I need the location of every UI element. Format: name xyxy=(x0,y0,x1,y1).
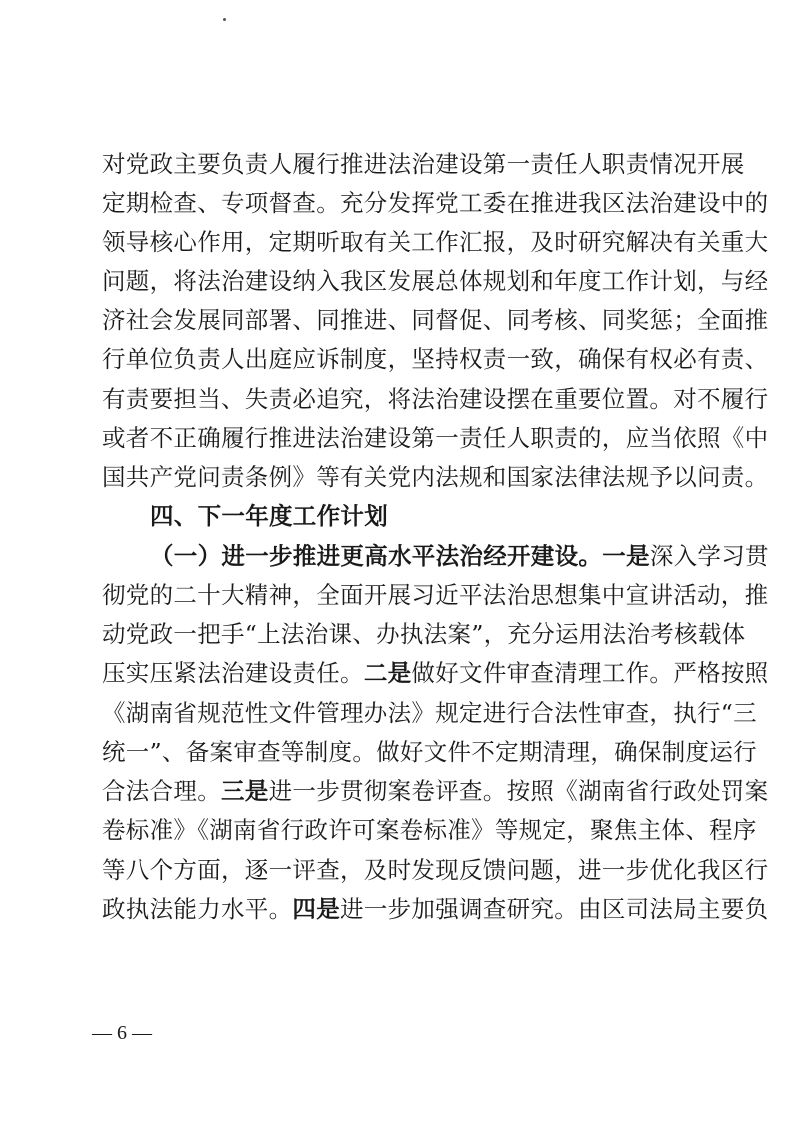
text-line: 《湖南省规范性文件管理办法》规定进行合法性审查，执行“三 xyxy=(102,699,757,727)
text-line: 动党政一把手“上法治课、办执法案”，充分运用法治考核载体 xyxy=(102,620,746,648)
text-line: 有责要担当、失责必追究，将法治建设摆在重要位置。对不履行 xyxy=(102,385,769,413)
text-line: 行单位负责人出庭应诉制度，坚持权责一致，确保有权必有责、 xyxy=(102,345,769,373)
text-line: 彻党的二十大精神，全面开展习近平法治思想集中宣讲活动，推 xyxy=(102,581,769,609)
text-line: 济社会发展同部署、同推进、同督促、同考核、同奖惩；全面推 xyxy=(102,306,769,334)
text-line: 压实压紧法治建设责任。二是做好文件审查清理工作。严格按照 xyxy=(102,659,769,687)
text-line: 问题，将法治建设纳入我区发展总体规划和年度工作计划，与经 xyxy=(102,267,769,295)
text-line: 等八个方面，逐一评查，及时发现反馈问题，进一步优化我区行 xyxy=(102,856,769,884)
section-heading: 四、下一年度工作计划 xyxy=(150,502,388,530)
scan-speck xyxy=(223,18,226,21)
text-line: 对党政主要负责人履行推进法治建设第一责任人职责情况开展 xyxy=(102,150,745,178)
text-line: 或者不正确履行推进法治建设第一责任人职责的，应当依照《中 xyxy=(102,424,769,452)
text-line: 统一”、备案审查等制度。做好文件不定期清理，确保制度运行 xyxy=(102,738,757,766)
page-number: — 6 — xyxy=(92,1022,152,1044)
text-line: 政执法能力水平。四是进一步加强调查研究。由区司法局主要负 xyxy=(102,895,769,923)
text-line: 领导核心作用，定期听取有关工作汇报，及时研究解决有关重大 xyxy=(102,228,769,256)
text-line: 卷标准》《湖南省行政许可案卷标准》等规定，聚焦主体、程序 xyxy=(102,816,757,844)
text-line: （一）进一步推进更高水平法治经开建设。一是深入学习贯 xyxy=(150,542,769,570)
text-line: 国共产党问责条例》等有关党内法规和国家法律法规予以问责。 xyxy=(102,463,769,491)
text-line: 定期检查、专项督查。充分发挥党工委在推进我区法治建设中的 xyxy=(102,189,769,217)
text-line: 合法合理。三是进一步贯彻案卷评查。按照《湖南省行政处罚案 xyxy=(102,777,769,805)
